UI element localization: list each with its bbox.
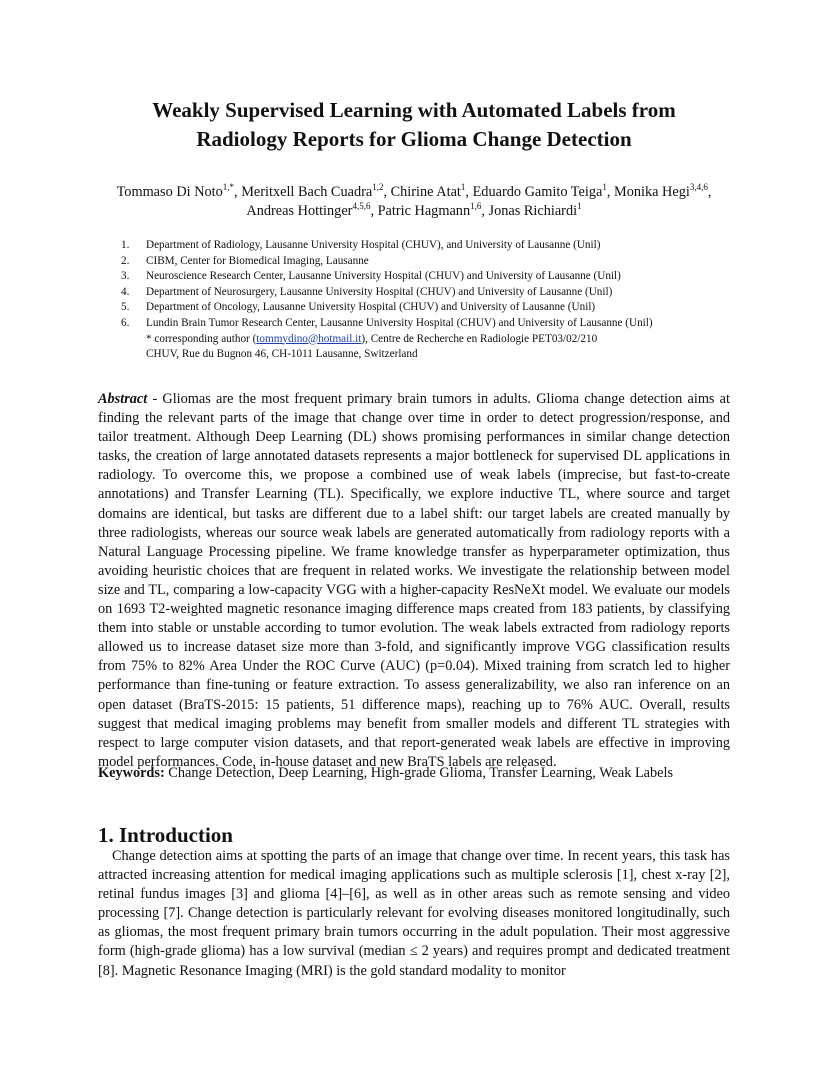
title-line-2: Radiology Reports for Glioma Change Detection xyxy=(196,127,632,151)
corresponding-email-link[interactable]: tommydino@hotmail.it xyxy=(256,332,362,345)
affiliation-item: 5. Department of Oncology, Lausanne University Hospital (CHUV) and University of Lausanne (Unil) xyxy=(121,301,596,314)
keywords-label: Keywords: xyxy=(98,765,165,781)
corresponding-address: CHUV, Rue du Bugnon 46, CH-1011 Lausanne, Switzerland xyxy=(146,348,418,361)
affiliation-item: 2. CIBM, Center for Biomedical Imaging, Lausanne xyxy=(121,254,369,267)
paper-title xyxy=(60,96,768,154)
author-1: Meritxell Bach Cuadra$^{1,2}$, xyxy=(241,182,391,200)
affiliation-list xyxy=(121,238,761,363)
affiliation-item: 1. Department of Radiology, Lausanne University Hospital (CHUV), and University of Lausanne (Unil) xyxy=(121,239,601,251)
author-6: Patric Hagmann$^{1,6}$, xyxy=(377,201,489,219)
section-heading: 1. Introduction xyxy=(98,823,233,847)
introduction-paragraph: Change detection aims at spotting the parts of an image that change over time. In recent years, this task has attracted increasing attention for medical imaging applications such as multiple sclerosis [1], chest x-ray [2], retinal fundus images [3] and glioma [4]–[6], as well as in other areas such as remote sensing and video processing [7]. Change detection is particularly relevant for evolving diseases monitored longitudinally, such as gliomas, the most frequent primary brain tumors occurring in the adult population. Their most aggressive form (high-grade glioma) has a low survival (median ≤ 2 years) and requires prompt and dedicated treatment [8]. Magnetic Resonance Imaging (MRI) is the gold standard modality to monitor xyxy=(98,848,730,979)
affiliation-item: 6. Lundin Brain Tumor Research Center, Lausanne University Hospital (CHUV) and University of Lausanne (Unil) xyxy=(121,316,653,329)
title-line-1: Weakly Supervised Learning with Automated Labels from xyxy=(152,98,676,122)
affiliation-item: 3. Neuroscience Research Center, Lausanne University Hospital (CHUV) and University of Lausanne (Unil) xyxy=(121,270,621,283)
author-7: Jonas Richiardi$^1$ xyxy=(488,201,582,219)
author-4: Monika Hegi$^{3,4,6}$, xyxy=(614,182,712,200)
affiliation-item: 4. Department of Neurosurgery, Lausanne University Hospital (CHUV) and University of Lausanne (Unil) xyxy=(121,285,613,298)
abstract-label: Abstract xyxy=(98,391,148,407)
author-list xyxy=(70,183,758,221)
abstract-text: - Gliomas are the most frequent primary brain tumors in adults. Glioma change detection aims at finding the relevant parts of the image that change over time in order to detect progression/response, and tailor treatment. Although Deep Learning (DL) shows promising performances in similar change detection tasks, the creation of large annotated datasets represents a major bottleneck for supervised DL applications in radiology. To overcome this, we propose a combined use of weak labels (imprecise, but fast-to-create annotations) and Transfer Learning (TL). Specifically, we explore inductive TL, where source and target domains are identical, but tasks are different due to a label shift: our target labels are created manually by three radiologists, whereas our source weak labels are generated automatically from radiology reports with a Natural Language Processing pipeline. We frame knowledge transfer as hyperparameter optimization, thus avoiding heuristic choices that are frequent in related works. We investigate the relationship between model size and TL, comparing a low-capacity VGG with a higher-capacity ResNeXt model. We evaluate our models on 1693 T2-weighted magnetic resonance imaging difference maps created from 183 patients, by classifying them into stable or unstable according to tumor evolution. The weak labels extracted from radiology reports allowed us to increase dataset size more than 3-fold, and significantly improve VGG classification results from 75% to 82% Area Under the ROC Curve (AUC) (p=0.04). Mixed training from scratch led to higher performance than fine-tuning or feature extraction. To assess generalizability, we also ran inference on an open dataset (BraTS-2015: 15 patients, 51 difference maps), reaching up to 76% AUC. Overall, results suggest that medical imaging problems may benefit from smaller models and different TL strategies with respect to large computer vision datasets, and that report-generated weak labels are effective in improving model performances. Code, in-house dataset and new BraTS labels are released. xyxy=(98,391,730,770)
author-3: Eduardo Gamito Teiga$^1$, xyxy=(472,182,614,200)
keywords xyxy=(98,764,738,783)
keywords-text: Change Detection, Deep Learning, High-grade Glioma, Transfer Learning, Weak Labels xyxy=(164,765,674,781)
abstract xyxy=(98,390,730,772)
author-5: Andreas Hottinger$^{4,5,6}$, xyxy=(246,201,378,219)
author-0: Tommaso Di Noto$^{1,*}$, xyxy=(116,182,242,200)
author-2: Chirine Atat$^1$, xyxy=(390,182,473,200)
corresponding-author: * corresponding author (tommydino@hotmail.it), Centre de Recherche en Radiologie PET03/02/210 CHUV, Rue du Bugnon 46, CH-1011 Lausanne, Switzerland xyxy=(146,332,598,361)
